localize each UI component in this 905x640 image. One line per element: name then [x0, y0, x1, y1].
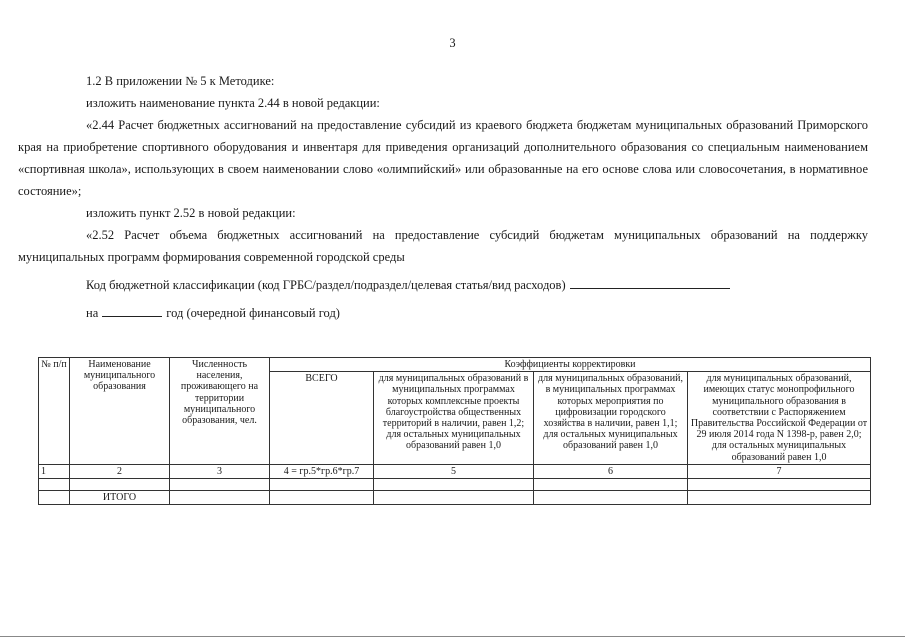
header-row-1: [39, 358, 871, 372]
paragraph-4: изложить пункт 2.52 в новой редакции:: [86, 206, 296, 220]
header-municipality: Наименование муниципального образования: [70, 358, 170, 465]
num-cell-5: 5: [374, 464, 534, 478]
empty-cell: [688, 479, 871, 491]
num-cell-2: 2: [70, 464, 170, 478]
num-cell-3: 3: [170, 464, 270, 478]
header-number: № п/п: [39, 358, 70, 465]
empty-cell: [170, 491, 270, 505]
empty-cell: [534, 491, 688, 505]
empty-cell: [70, 479, 170, 491]
empty-cell: [688, 491, 871, 505]
num-cell-7: 7: [688, 464, 871, 478]
empty-cell: [170, 479, 270, 491]
page-bottom-edge: [0, 636, 905, 637]
year-line: [18, 302, 868, 324]
paragraph-2: изложить наименование пункта 2.44 в новой редакции:: [86, 96, 380, 110]
year-prefix: на: [86, 306, 99, 320]
header-coef-col5: для муниципальных образований в муниципальных программах которых комплексные проекты благоустройства общественных территорий в наличии, равен 1,2; для остальных муниципальных образований равен 1,0: [374, 372, 534, 465]
year-blank-field: [102, 304, 162, 317]
num-cell-4: 4 = гр.5*гр.6*гр.7: [270, 464, 374, 478]
empty-cell: [39, 491, 70, 505]
kbk-blank-field: [570, 276, 730, 289]
page-number: 3: [449, 36, 456, 50]
paragraph-1: 1.2 В приложении № 5 к Методике:: [86, 74, 275, 88]
kbk-label: Код бюджетной классификации (код ГРБС/раздел/подраздел/целевая статья/вид расходов): [86, 278, 566, 292]
header-total: ВСЕГО: [270, 372, 374, 465]
header-coef-col6: для муниципальных образований, в муниципальных программах которых мероприятия по цифровизации городского хозяйства в наличии, равен 1,1; для остальных муниципальных образований равен 1,0: [534, 372, 688, 465]
total-row: [39, 491, 871, 505]
body-text: [18, 70, 868, 324]
header-coefficients-group: Коэффициенты корректировки: [270, 358, 871, 372]
kbk-line: [18, 274, 868, 296]
empty-cell: [534, 479, 688, 491]
coefficients-table: [38, 357, 871, 505]
num-cell-6: 6: [534, 464, 688, 478]
total-label: ИТОГО: [70, 491, 170, 505]
header-population: Численность населения, проживающего на территории муниципального образования, чел.: [170, 358, 270, 465]
paragraph-3: «2.44 Расчет бюджетных ассигнований на предоставление субсидий из краевого бюджета бюджетам муниципальных образований Приморского края на приобретение спортивного оборудования и инвентаря для приведения организаций дополнительного образования со специальным наименованием «спортивная школа», использующих в своем наименовании слово «олимпийский» или образованные на его основе слова или словосочетания, в нормативное состояние»;: [18, 118, 868, 198]
year-suffix: год (очередной финансовый год): [166, 306, 340, 320]
empty-cell: [39, 479, 70, 491]
empty-cell: [374, 479, 534, 491]
paragraph-5: «2.52 Расчет объема бюджетных ассигнований на предоставление субсидий бюджетам муниципальных образований на поддержку муниципальных программ формирования современной городской среды: [18, 228, 868, 264]
table-row-empty: [39, 479, 871, 491]
header-coef-col7: для муниципальных образований, имеющих статус монопрофильного муниципального образования в соответствии с Распоряжением Правительства Российской Федерации от 29 июля 2014 года N 1398-р, равен 2,0; для остальных муниципальных образований равен 1,0: [688, 372, 871, 465]
empty-cell: [270, 479, 374, 491]
empty-cell: [270, 491, 374, 505]
num-cell-1: 1: [39, 464, 70, 478]
empty-cell: [374, 491, 534, 505]
numbering-row: [39, 464, 871, 478]
